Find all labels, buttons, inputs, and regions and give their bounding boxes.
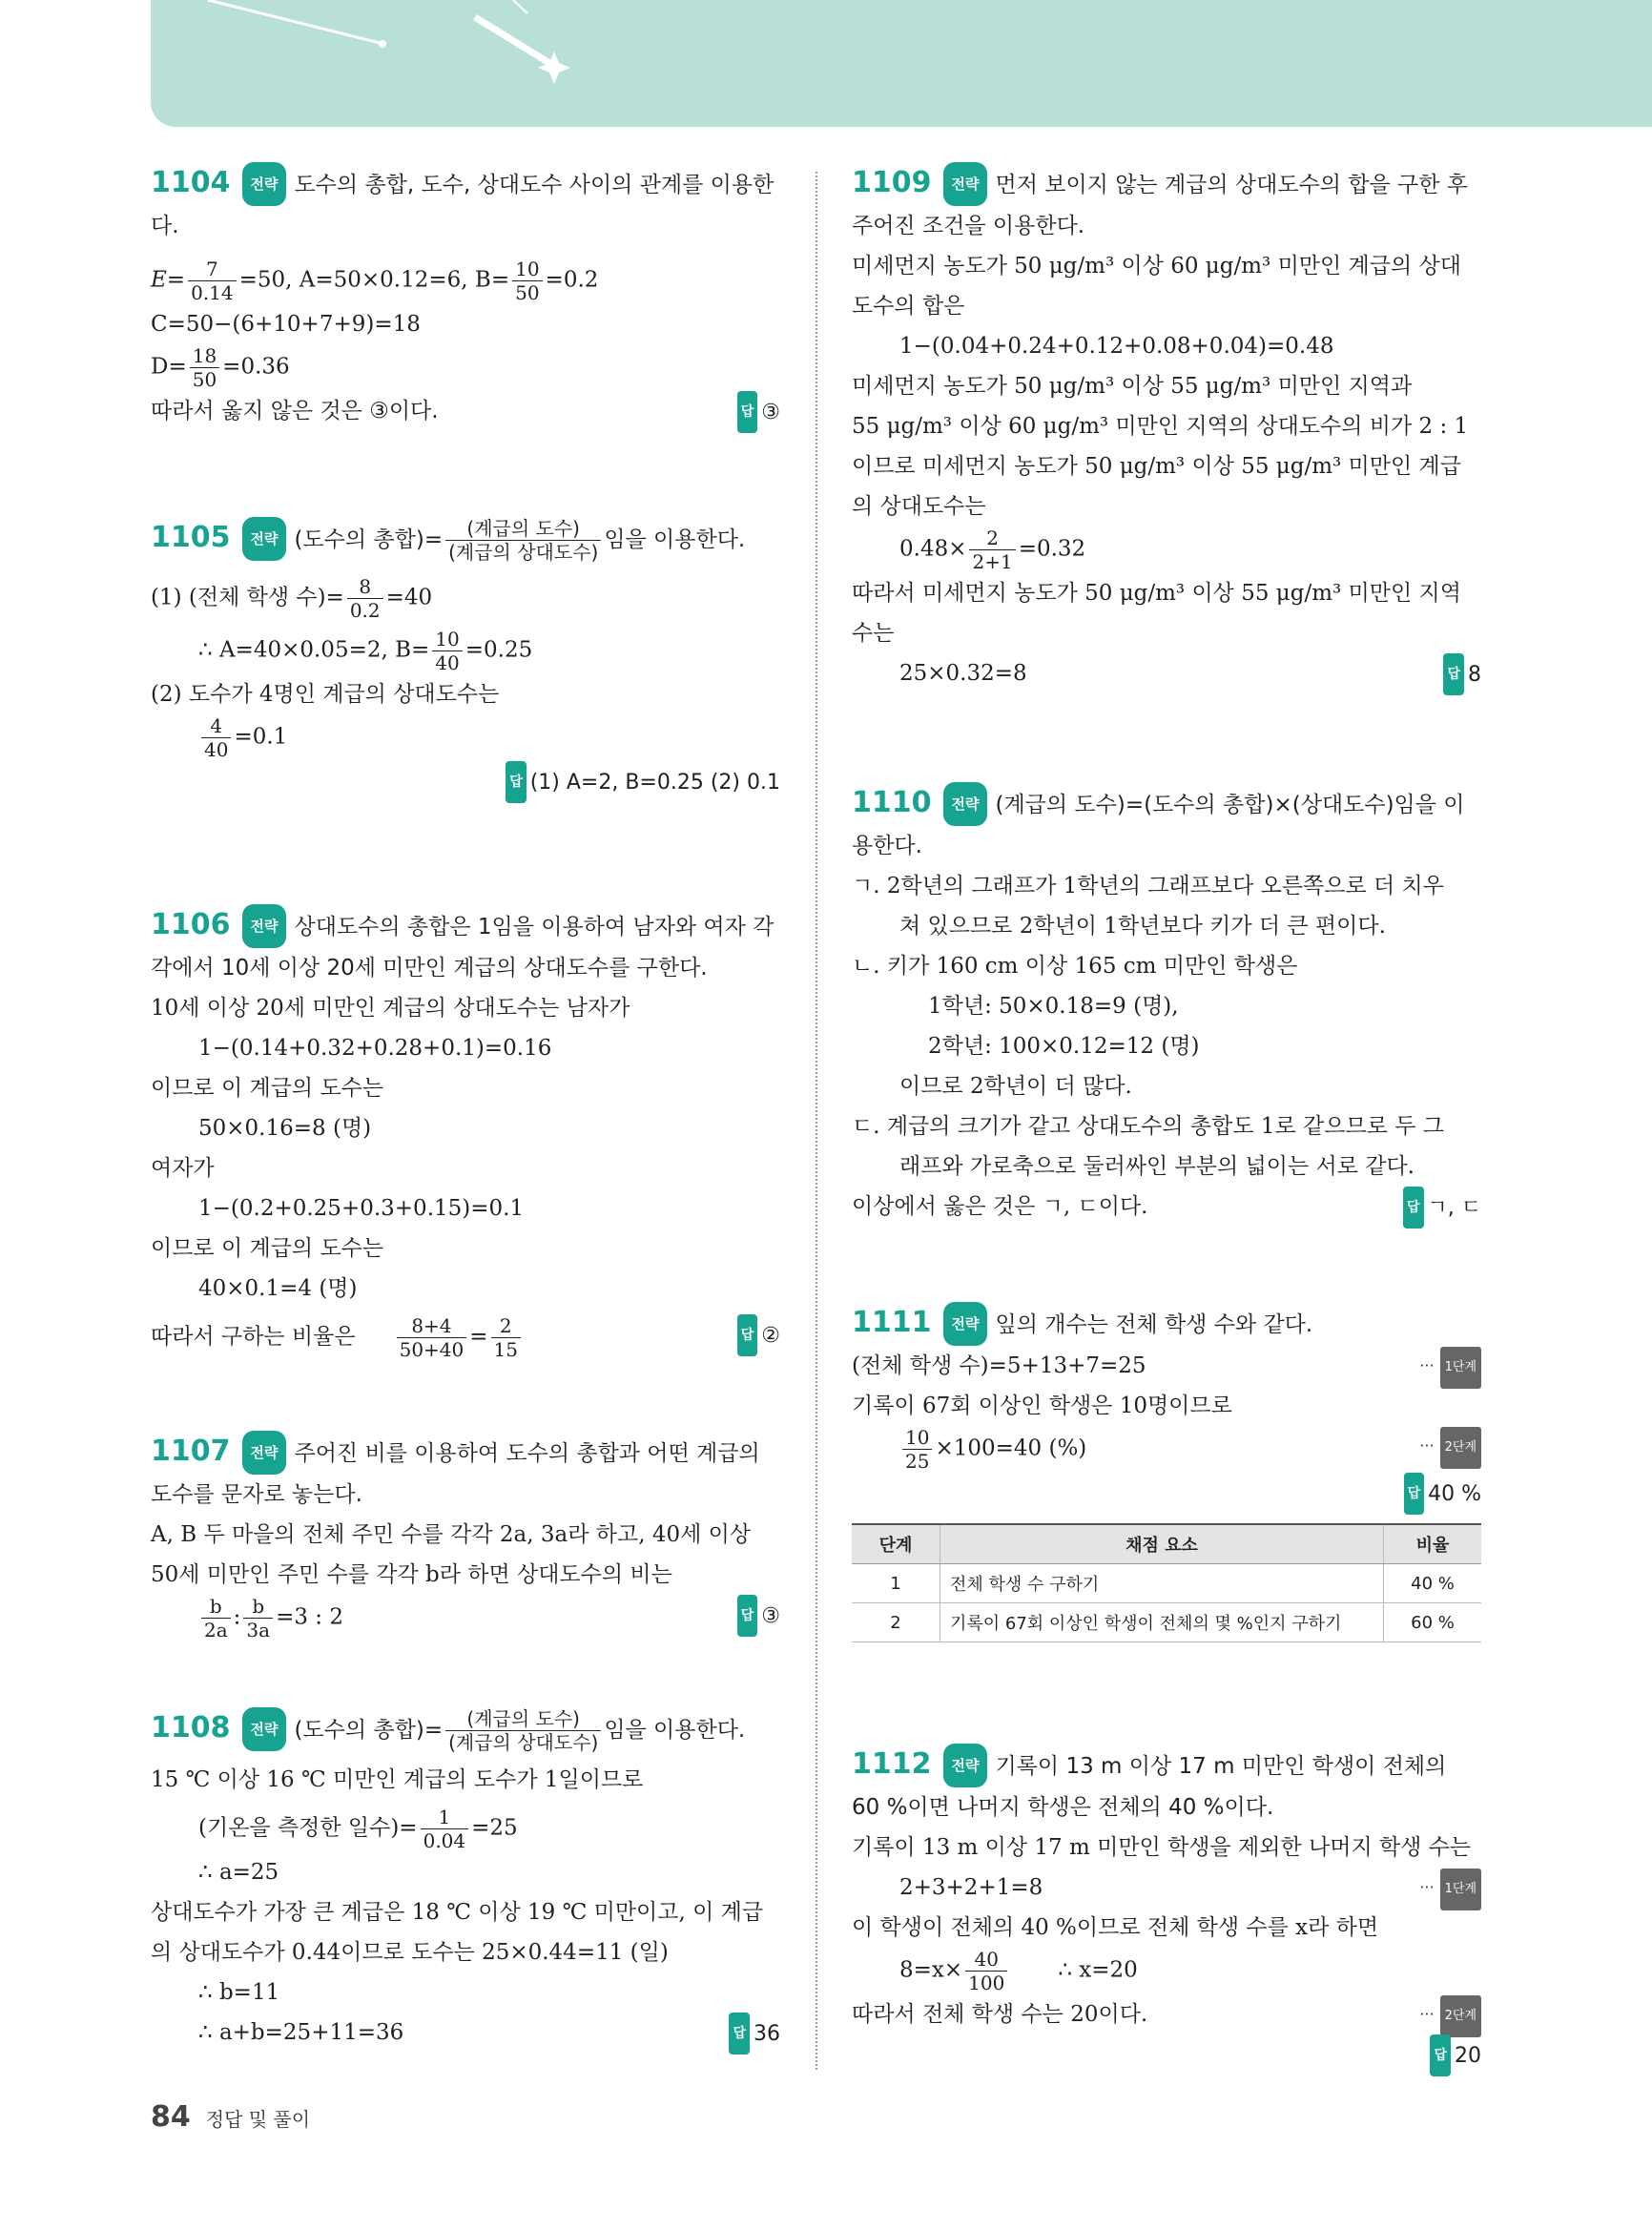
problem-number: 1106 [151,908,231,941]
fraction [421,1806,469,1852]
dots: ··· [1419,1436,1435,1455]
dots: ··· [1419,2005,1435,2023]
column-divider [816,172,817,2070]
expr: ∴ A=40×0.05=2, B= [198,637,430,663]
solution-line [151,1595,780,1642]
solution-line: ∴ a=25 [198,1860,279,1885]
solution-line: (2) 도수가 4명인 계급의 상대도수는 [151,682,500,707]
expr: 2+3+2+1=8 [899,1875,1043,1900]
answer-badge: 답 [737,391,758,433]
strategy-text-cont: 용한다. [852,834,922,858]
solution-line: 래프와 가로축으로 둘러싸인 부분의 넓이는 서로 같다. [899,1154,1415,1179]
expr: 따라서 구하는 비율은 [151,1324,356,1350]
table-header: 비율 [1384,1524,1482,1564]
answer [737,1595,780,1637]
solution-line: 1학년: 50×0.18=9 (명), [928,994,1179,1019]
page-number: 84 [151,2100,191,2134]
solution-line [852,1868,1481,1908]
solution-line [852,653,1481,693]
step-badge: 1단계 [1440,1347,1481,1389]
answer [1443,653,1481,695]
strategy-text: 먼저 보이지 않는 계급의 상대도수의 합을 구한 후 [995,173,1469,197]
fraction [347,575,383,622]
answer-value: ③ [761,1604,780,1628]
answer [737,1314,780,1356]
expr: 8=x× [899,1957,963,1983]
expr: 25×0.32=8 [899,661,1027,686]
strategy-text-cont: 다. [151,214,179,238]
solution-line [151,344,780,391]
answer-value: 8 [1468,663,1481,687]
answer-badge: 답 [1404,1473,1425,1515]
strategy-text-cont: 도수를 문자로 놓는다. [151,1482,362,1507]
strategy-tag: 전략 [242,1707,287,1751]
solution-line: 1−(0.14+0.32+0.28+0.1)=0.16 [198,1036,552,1061]
numerator: b [201,1595,231,1619]
numerator: 10 [432,628,462,651]
strategy-text: 도수의 총합, 도수, 상대도수 사이의 관계를 이용한 [294,173,774,197]
solution-line [151,2013,780,2053]
denominator: 100 [968,1972,1005,1994]
strategy-line [852,782,1481,826]
expr: =50, A=50×0.12=6, B= [238,267,510,293]
expr: 0.48× [899,536,967,562]
problem-1111 [852,1302,1481,1634]
solution-line [852,1346,1481,1386]
step-badge: 2단계 [1440,1995,1481,2037]
fraction [243,1595,273,1642]
solution-line [852,1187,1481,1227]
answer-badge: 답 [1430,2034,1451,2076]
solution-line: ㄴ. 키가 160 cm 이상 165 cm 미만인 학생은 [852,954,1298,979]
answer-value: 40 % [1428,1482,1481,1506]
fraction [512,258,542,304]
step-badge: 1단계 [1440,1869,1481,1910]
denominator: 15 [493,1338,518,1361]
strategy-line [151,517,780,564]
numerator: 2 [491,1314,521,1338]
expr: =0.25 [465,637,533,663]
solution-line: 미세먼지 농도가 50 μg/m³ 이상 60 μg/m³ 미만인 계급의 상대 [852,254,1461,279]
table-row [852,1603,1481,1642]
answer-line [852,2034,1481,2075]
numerator: 7 [188,258,237,281]
solution-line: 이므로 2학년이 더 많다. [899,1074,1132,1099]
solution-line [151,575,780,622]
denominator: 50+40 [399,1338,465,1361]
expr: (기온을 측정한 일수)= [198,1815,418,1841]
expr: =40 [385,585,433,610]
answer-value: 36 [754,2022,780,2046]
table-cell: 2 [852,1603,940,1642]
solution-line: 이 학생이 전체의 40 %이므로 전체 학생 수를 x라 하면 [852,1915,1379,1940]
conclusion: 따라서 전체 학생 수는 20이다. [852,2002,1148,2027]
strategy-text-cont: 주어진 조건을 이용한다. [852,214,1085,238]
denominator: (계급의 상대도수) [448,541,599,564]
step-marker [1419,1868,1481,1910]
step-badge: 2단계 [1440,1427,1481,1469]
expr: =3 : 2 [276,1604,343,1630]
solution-line: 50×0.16=8 (명) [198,1116,372,1141]
fraction [188,258,237,304]
strategy-text: 임을 이용한다. [604,527,746,552]
denominator: 25 [905,1450,930,1473]
problem-1105 [151,517,780,801]
scoring-table [852,1523,1481,1642]
page-footer [151,2100,310,2134]
problem-1110 [852,782,1481,1227]
solution-line [151,1806,780,1852]
solution-line: 15 ℃ 이상 16 ℃ 미만인 계급의 도수가 1일이므로 [151,1767,644,1792]
problem-number: 1105 [151,521,231,554]
denominator: 2+1 [972,550,1013,573]
solution-line: 여자가 [151,1156,215,1181]
solution-line [151,391,780,431]
answer-value: (1) A=2, B=0.25 (2) 0.1 [529,771,780,795]
dots: ··· [1419,1878,1435,1896]
numerator: 1 [421,1806,469,1829]
answer-badge: 답 [737,1314,758,1356]
problem-number: 1104 [151,166,231,199]
solution-line: 10세 이상 20세 미만인 계급의 상대도수는 남자가 [151,996,630,1021]
table-header: 채점 요소 [940,1524,1384,1564]
strategy-tag: 전략 [242,162,287,206]
denominator: 3a [246,1619,271,1642]
expr: =25 [471,1815,518,1841]
strategy-text: 주어진 비를 이용하여 도수의 총합과 어떤 계급의 [294,1441,760,1466]
problem-1106 [151,904,780,1361]
expr: (1) (전체 학생 수)= [151,585,344,610]
expr: =0.2 [545,267,599,293]
solution-line [852,1994,1481,2034]
strategy-text-cont: 60 %이면 나머지 학생은 전체의 40 %이다. [852,1795,1274,1820]
fraction [445,1707,601,1754]
fraction [902,1426,932,1473]
solution-line [852,527,1481,573]
solution-line: 기록이 13 m 이상 17 m 미만인 학생을 제외한 나머지 학생 수는 [852,1835,1472,1860]
strategy-text: 상대도수의 총합은 1임을 이용하여 남자와 여자 각 [294,915,774,939]
strategy-tag: 전략 [943,162,988,206]
denominator: (계급의 상대도수) [448,1731,599,1754]
problem-1104 [151,162,780,431]
solution-line: 의 상대도수는 [852,494,986,519]
problem-number: 1108 [151,1711,231,1745]
answer-value: ㄱ, ㄷ [1427,1196,1481,1220]
strategy-text: 임을 이용한다. [604,1718,746,1743]
strategy-text: 잎의 개수는 전체 학생 수와 같다. [995,1312,1313,1337]
numerator: 8+4 [397,1314,467,1338]
answer [1404,1473,1481,1515]
denominator: 0.14 [191,281,234,304]
solution-line: ∴ b=11 [198,1980,280,2005]
problem-number: 1107 [151,1435,231,1468]
expr: ∴ a+b=25+11=36 [198,2020,404,2045]
strategy-tag: 전략 [943,1744,988,1787]
answer [737,391,780,433]
numerator: (계급의 도수) [445,1707,601,1731]
solution-line: 쳐 있으므로 2학년이 1학년보다 키가 더 큰 편이다. [899,914,1386,939]
answer [1430,2034,1481,2076]
table-header: 단계 [852,1524,940,1564]
strategy-line [852,1744,1481,1787]
numerator: 18 [190,344,219,368]
problem-number: 1111 [852,1306,932,1339]
expr: ∴ x=20 [1058,1957,1138,1983]
star-decoration-icon [151,0,1652,127]
answer [1403,1187,1481,1229]
problem-1107 [151,1431,780,1642]
numerator: 8 [347,575,383,599]
problem-1109 [852,162,1481,693]
fraction [969,527,1015,573]
solution-line: 40×0.1=4 (명) [198,1276,358,1301]
solution-line: 2학년: 100×0.12=12 (명) [928,1034,1200,1059]
denominator: 0.2 [349,599,381,622]
conclusion: 따라서 옳지 않은 것은 ③이다. [151,399,439,423]
table-cell: 기록이 67회 이상인 학생이 전체의 몇 %인지 구하기 [940,1603,1384,1642]
answer-value: 20 [1455,2044,1481,2068]
table-cell: 전체 학생 수 구하기 [940,1564,1384,1603]
expr: =0.36 [222,354,290,380]
strategy-tag: 전략 [242,517,287,561]
table-row [852,1564,1481,1603]
solution-line: 1−(0.2+0.25+0.3+0.15)=0.1 [198,1196,525,1221]
step-marker [1419,1994,1481,2037]
table-cell: 1 [852,1564,940,1603]
page-label: 정답 및 풀이 [205,2108,311,2131]
expr: : [233,1604,241,1630]
problem-number: 1110 [852,786,932,819]
problem-1108 [151,1707,780,2053]
numerator: 2 [969,527,1015,550]
numerator: 10 [902,1426,932,1450]
solution-line: 의 상대도수가 0.44이므로 도수는 25×0.44=11 (일) [151,1940,669,1965]
fraction [201,1595,231,1642]
solution-line [852,1426,1481,1473]
solution-line: 55 μg/m³ 이상 60 μg/m³ 미만인 지역의 상대도수의 비가 2 : 1 [852,414,1469,439]
answer-badge: 답 [737,1595,758,1637]
fraction [965,1948,1007,1994]
solution-line: ㄷ. 계급의 크기가 같고 상대도수의 총합도 1로 같으므로 두 그 [852,1114,1444,1139]
solution-line: 이므로 이 계급의 도수는 [151,1236,384,1261]
problem-number: 1112 [852,1747,932,1781]
strategy-text-cont: 각에서 10세 이상 20세 미만인 계급의 상대도수를 구한다. [151,956,708,981]
solution-line [151,258,780,304]
solution-line: A, B 두 마을의 전체 주민 수를 각각 2a, 3a라 하고, 40세 이상 [151,1522,752,1547]
expr: ×100=40 (%) [935,1435,1087,1461]
fraction [491,1314,521,1361]
numerator: 4 [201,714,231,738]
strategy-tag: 전략 [242,904,287,948]
solution-line: 상대도수가 가장 큰 계급은 18 ℃ 이상 19 ℃ 미만이고, 이 계급 [151,1900,764,1925]
denominator: 2a [204,1619,228,1642]
problem-1112 [852,1744,1481,2075]
header-banner [151,0,1652,127]
strategy-text: (도수의 총합)= [294,527,444,552]
strategy-line [151,1431,780,1475]
solution-line [151,628,780,674]
strategy-line [151,162,780,206]
solution-line: 1−(0.04+0.24+0.12+0.08+0.04)=0.48 [899,334,1334,359]
answer-value: ③ [761,401,780,424]
solution-line: C=50−(6+10+7+9)=18 [151,312,421,337]
strategy-line [151,1707,780,1754]
answer-line [151,761,780,801]
denominator: 40 [204,738,229,761]
denominator: 40 [435,651,460,674]
answer-badge: 답 [729,2013,750,2054]
strategy-tag: 전략 [943,782,988,826]
expr: =0.1 [234,724,288,750]
expr: (전체 학생 수)=5+13+7=25 [852,1353,1146,1378]
solution-line [151,714,780,761]
strategy-text: 기록이 13 m 이상 17 m 미만인 학생이 전체의 [995,1754,1447,1779]
fraction [201,714,231,761]
expr: D= [151,354,187,380]
table-cell: 60 % [1384,1603,1482,1642]
expr: E= [151,267,186,293]
problem-number: 1109 [852,166,932,199]
solution-line: 50세 미만인 주민 수를 각각 b라 하면 상대도수의 비는 [151,1562,672,1587]
table-header-row [852,1524,1481,1564]
answer-line [852,1473,1481,1513]
answer-badge: 답 [1443,653,1464,695]
answer [506,761,780,803]
solution-line: 미세먼지 농도가 50 μg/m³ 이상 55 μg/m³ 미만인 지역과 [852,374,1413,399]
step-marker [1419,1346,1481,1389]
fraction [190,344,219,391]
solution-line [852,1948,1481,1994]
numerator: (계급의 도수) [445,517,601,541]
answer-badge: 답 [1403,1187,1424,1229]
denominator: 0.04 [423,1829,466,1852]
solution-line: 이므로 미세먼지 농도가 50 μg/m³ 이상 55 μg/m³ 미만인 계급 [852,454,1461,479]
solution-line: 따라서 미세먼지 농도가 50 μg/m³ 이상 55 μg/m³ 미만인 지역 [852,581,1461,606]
strategy-text: (도수의 총합)= [294,1718,444,1743]
solution-line: 도수의 합은 [852,294,965,319]
strategy-line [852,1302,1481,1346]
strategy-line [151,904,780,948]
answer-value: ② [761,1324,780,1348]
denominator: 50 [192,368,217,391]
answer-badge: 답 [506,761,527,803]
numerator: 10 [512,258,542,281]
fraction [397,1314,467,1361]
denominator: 50 [515,281,540,304]
strategy-tag: 전략 [943,1302,988,1346]
solution-line: ㄱ. 2학년의 그래프가 1학년의 그래프보다 오른쪽으로 더 치우 [852,874,1444,898]
numerator: 40 [965,1948,1007,1972]
step-marker [1419,1426,1481,1469]
strategy-line [852,162,1481,206]
solution-line: 이므로 이 계급의 도수는 [151,1076,384,1101]
solution-line: 따라서 구하는 비율은 $\frac{8+4}{50+40}$ = $\frac{2}{15}$ 답 ② [151,1314,780,1361]
fraction [432,628,462,674]
solution-line: 수는 [852,621,895,646]
strategy-text: (계급의 도수)=(도수의 총합)×(상대도수)임을 이 [995,793,1465,817]
answer [729,2013,780,2054]
numerator: b [243,1595,273,1619]
table-cell: 40 % [1384,1564,1482,1603]
strategy-tag: 전략 [242,1431,287,1475]
conclusion: 이상에서 옳은 것은 ㄱ, ㄷ이다. [852,1194,1148,1219]
expr: =0.32 [1018,536,1086,562]
solution-line: 기록이 67회 이상인 학생은 10명이므로 [852,1394,1232,1418]
dots: ··· [1419,1356,1435,1374]
fraction [445,517,601,564]
